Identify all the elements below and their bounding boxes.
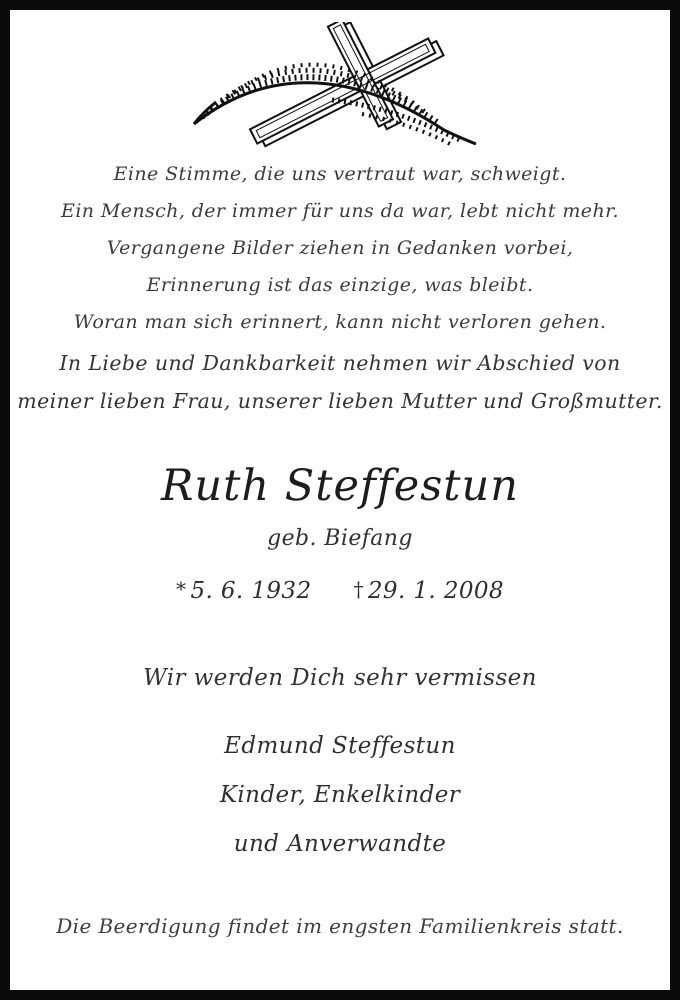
mourner-line: Edmund Steffestun [224,733,456,759]
verse-line: Ein Mensch, der immer für uns da war, lebt nicht mehr. [61,200,619,222]
memorial-verse [10,156,670,341]
verse-line: Eine Stimme, die uns vertraut war, schweigt. [113,163,567,185]
mourners-list [10,722,670,869]
birth-date: * 5. 6. 1932 [176,577,312,604]
death-cross-symbol: † [353,577,364,601]
life-dates [10,576,670,606]
birth-star-symbol: * [176,577,187,601]
farewell-intro [10,344,670,420]
verse-line: Vergangene Bilder ziehen in Gedanken vorbei, [106,237,574,259]
verse-line: Erinnerung ist das einzige, was bleibt. [146,274,534,296]
mourner-line: und Anverwandte [233,831,447,857]
intro-line: meiner lieben Frau, unserer lieben Mutter und Großmutter. [17,389,663,413]
maiden-name: geb. Biefang [267,526,413,551]
mourner-line: Kinder, Enkelkinder [219,782,461,808]
death-date: † 29. 1. 2008 [353,577,504,604]
intro-line: In Liebe und Dankbarkeit nehmen wir Abschied von [59,351,621,375]
cross-and-palm-icon [182,22,498,164]
funeral-note: Die Beerdigung findet im engsten Familienkreis statt. [56,914,624,938]
verse-line: Woran man sich erinnert, kann nicht verloren gehen. [73,311,607,333]
deceased-name: Ruth Steffestun [161,461,519,511]
farewell-message: Wir werden Dich sehr vermissen [143,665,537,691]
